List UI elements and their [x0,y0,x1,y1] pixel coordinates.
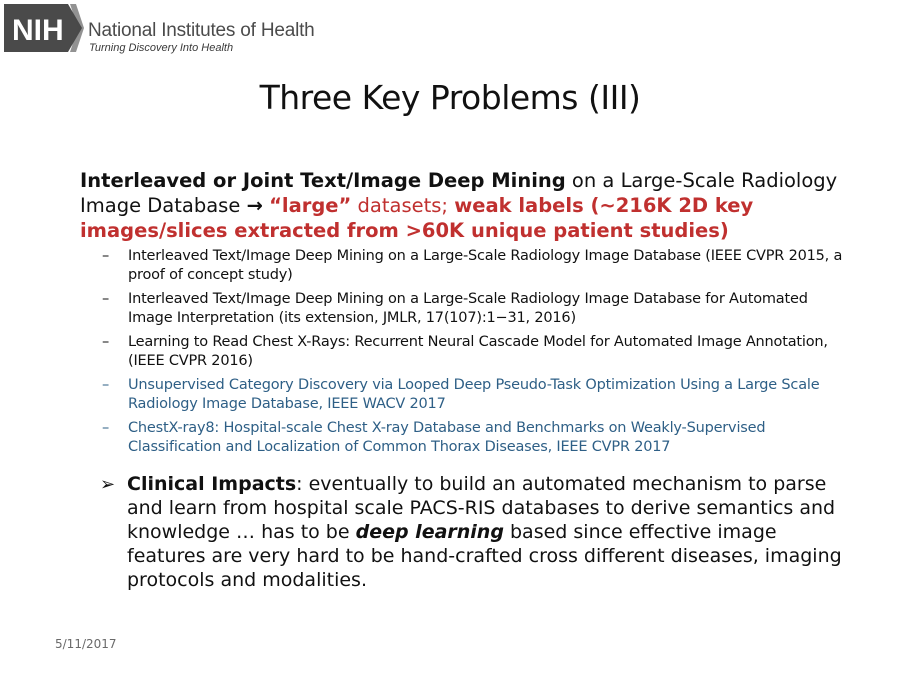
clinical-impacts [100,472,860,592]
org-name: National Institutes of Health [88,20,315,41]
impact-bold: Clinical Impacts [127,473,297,495]
lead-bold: Interleaved or Joint Text/Image Deep Mining [80,169,566,192]
arrow-bullet-icon: ➢ [100,474,116,495]
impact-emphasis: deep learning [355,521,504,543]
slide-title: Three Key Problems (III) [259,78,641,117]
nih-logo-mark [4,4,84,52]
reference-list [80,247,850,457]
slide-body [80,168,850,462]
slide-date: 5/11/2017 [55,637,117,651]
org-tagline: Turning Discovery Into Health [89,42,234,54]
lead-weak-labels: weak labels (~216K 2D key images/slices extracted from >60K unique patient studies) [80,194,754,242]
reference-item: – Interleaved Text/Image Deep Mining on a Large-Scale Radiology Image Database for Automated Image Interpretation (its extension, JMLR, 17(107):1−31, 2016) [102,291,808,326]
nih-logo [4,4,334,52]
arrow-icon: → [246,194,263,217]
logo-abbr: NIH [12,14,64,47]
reference-item: – Unsupervised Category Discovery via Looped Deep Pseudo-Task Optimization Using a Large Scale Radiology Image Database, IEEE WACV 2017 [102,377,820,412]
reference-item: – ChestX-ray8: Hospital-scale Chest X-ray Database and Benchmarks on Weakly-Supervised Classification and Localization of Common Thorax Diseases, IEEE CVPR 2017 [102,420,766,455]
lead-text: on a Large-Scale Radiology Image Database [80,169,838,217]
reference-item: – Learning to Read Chest X-Rays: Recurrent Neural Cascade Model for Automated Image Annotation, (IEEE CVPR 2016) [102,334,828,369]
lead-paragraph [80,168,850,243]
lead-datasets-text: datasets; [351,194,455,217]
reference-item: – Interleaved Text/Image Deep Mining on a Large-Scale Radiology Image Database (IEEE CVPR 2015, a proof of concept study) [102,248,843,283]
impact-paragraph: Clinical Impacts: eventually to build an automated mechanism to parse and learn from hospital scale PACS-RIS databases to derive semantics and knowledge … has to be deep learning based since effective image features are very hard to be hand-crafted cross different diseases, imaging protocols and modalities. [127,473,842,591]
lead-large-label: “large” [269,194,352,217]
